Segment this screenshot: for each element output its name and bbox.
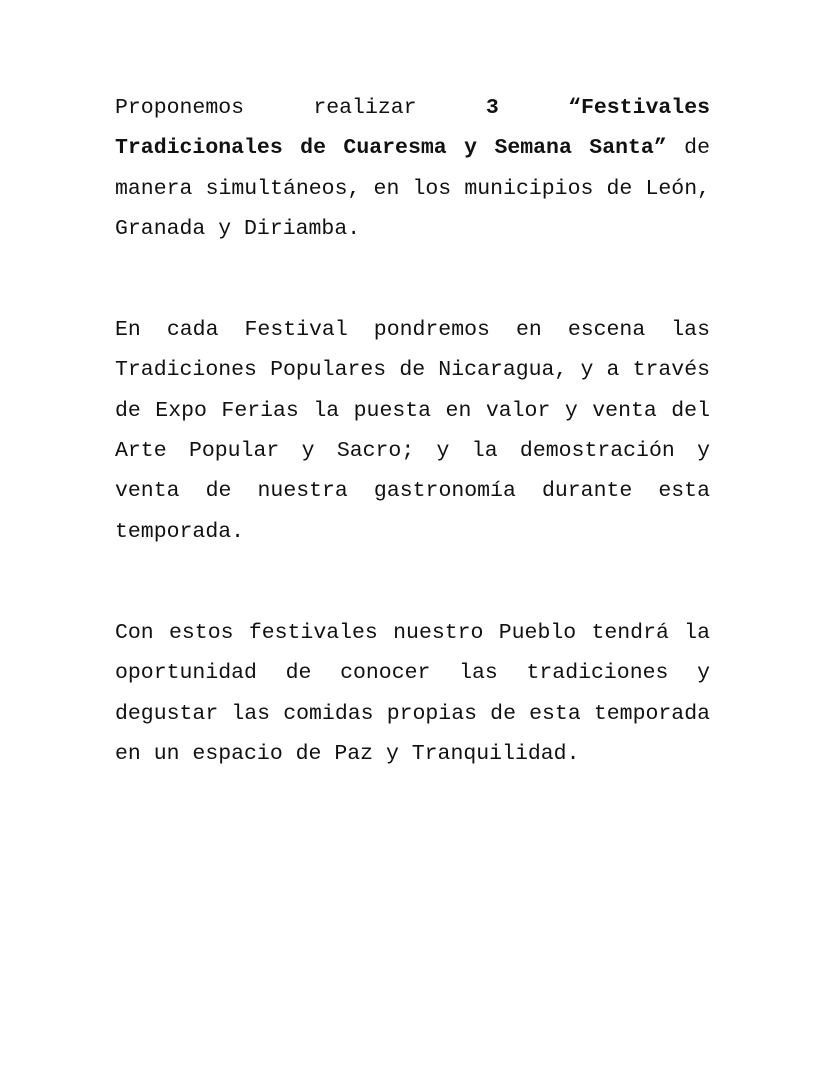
paragraph-proposal [115, 88, 710, 249]
paragraph-festival-benefits: Con estos festivales nuestro Pueblo tendrá la oportunidad de conocer las tradiciones y degustar las comidas propias de esta temporada en un espacio de Paz y Tranquilidad. [115, 620, 710, 766]
festival-title-bold: 3 “Festivales Tradicionales de Cuaresma y Semana Santa” [115, 96, 710, 161]
document-page [115, 88, 710, 774]
proposal-rest-text: de manera simultáneos, en los municipios de León, Granada y Diriamba. [115, 136, 710, 241]
proposal-intro-text: Proponemos realizar [115, 96, 486, 120]
paragraph-festival-description: En cada Festival pondremos en escena las Tradiciones Populares de Nicaragua, y a través de Expo Ferias la puesta en valor y venta del Arte Popular y Sacro; y la demostración y venta de nuestra gastronomía durante esta temporada. [115, 318, 710, 544]
